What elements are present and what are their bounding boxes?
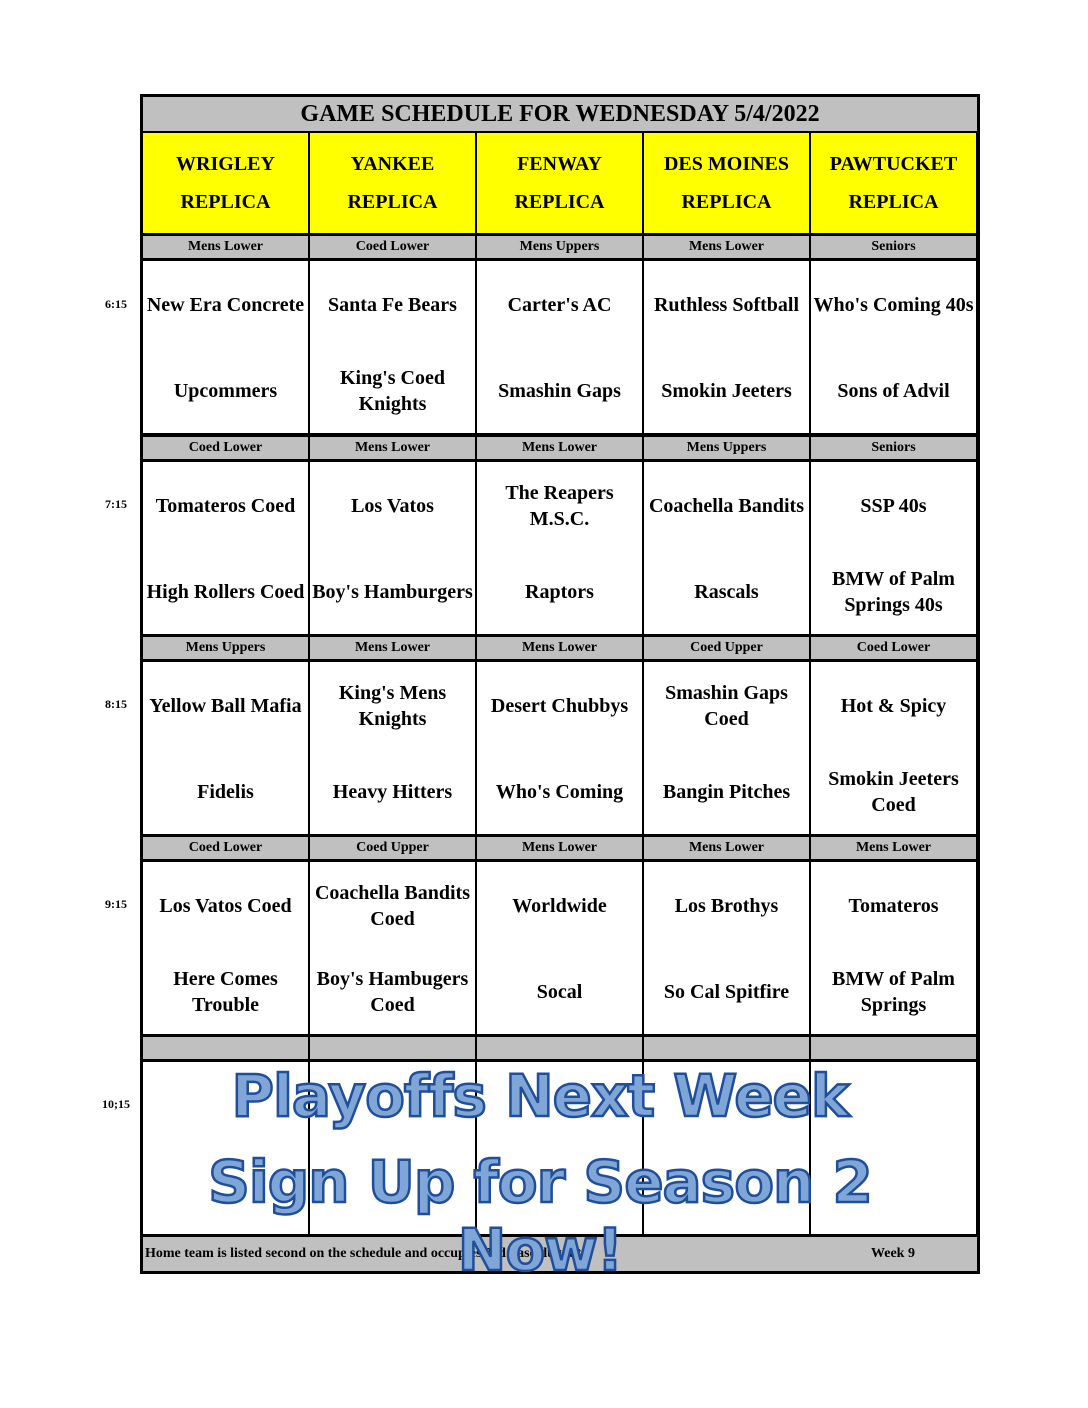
game-cell [644,462,809,634]
division-label: Mens Lower [477,437,642,459]
footer-note: Home team is listed second on the schedule and occupies 3rd base dugout [145,1246,582,1261]
field-name: YANKEE [350,153,435,175]
home-team: BMW of Palm Springs [832,968,955,1016]
division-label: Mens Lower [644,837,809,859]
field-subtitle: REPLICA [848,191,939,213]
division-label: Mens Lower [477,837,642,859]
division-label: Seniors [811,437,976,459]
game-cell [143,462,308,634]
home-team: Smashin Gaps [498,380,621,402]
field-name: DES MOINES [663,153,790,175]
away-team: Los Vatos [351,495,434,517]
away-team: The Reapers M.S.C. [505,482,614,530]
schedule-title: GAME SCHEDULE FOR WEDNESDAY 5/4/2022 [143,97,977,131]
division-label-empty [477,1037,642,1059]
home-team: Boy's Hamburgers [312,581,473,603]
field-header [811,133,976,233]
game-cell [811,862,976,1034]
field-name: FENWAY [517,153,602,175]
home-team: High Rollers Coed [146,581,305,603]
home-team: BMW of Palm Springs 40s [832,568,955,616]
away-team: Smashin Gaps Coed [665,682,788,730]
home-team: Smokin Jeeters Coed [828,768,959,816]
away-team: Worldwide [512,895,607,917]
division-label-empty [811,1037,976,1059]
home-team: Here Comes Trouble [173,968,278,1016]
division-label: Coed Upper [310,837,475,859]
time-label: 10;15 [102,1097,130,1111]
home-team: Bangin Pitches [662,781,791,803]
game-cell [310,662,475,834]
field-subtitle: REPLICA [681,191,772,213]
field-header [644,133,809,233]
field-header [310,133,475,233]
banner-playoffs: Playoffs Next Week [231,1062,849,1130]
division-label: Coed Upper [644,637,809,659]
division-label: Coed Lower [811,637,976,659]
division-label: Coed Lower [143,837,308,859]
home-team: King's Coed Knights [339,367,446,415]
division-label: Mens Uppers [477,236,642,258]
division-label-empty [310,1037,475,1059]
away-team: Desert Chubbys [490,695,629,717]
home-team: Sons of Advil [837,380,950,402]
game-cell [477,462,642,634]
division-label-empty [143,1037,308,1059]
field-header [477,133,642,233]
game-cell [811,261,976,433]
home-team: Socal [536,981,583,1003]
field-subtitle: REPLICA [514,191,605,213]
division-label: Mens Lower [644,236,809,258]
time-label: 7:15 [105,497,127,511]
away-team: SSP 40s [860,495,927,517]
away-team: Hot & Spicy [840,695,947,717]
division-label: Coed Lower [143,437,308,459]
game-cell [811,662,976,834]
banner-signup: Sign Up for Season 2 Now! [208,1148,872,1284]
time-label: 8:15 [105,697,127,711]
home-team: Fidelis [197,781,254,803]
game-cell [644,261,809,433]
field-subtitle: REPLICA [180,191,271,213]
game-cell [310,462,475,634]
game-cell [310,261,475,433]
game-cell [644,862,809,1034]
home-team: So Cal Spitfire [663,981,790,1003]
away-team: Santa Fe Bears [328,294,457,316]
game-cell [310,862,475,1034]
division-label: Mens Lower [143,236,308,258]
division-label: Mens Uppers [644,437,809,459]
game-cell [644,662,809,834]
away-team: Coachella Bandits Coed [314,882,471,930]
field-subtitle: REPLICA [347,191,438,213]
game-cell [143,662,308,834]
home-team: Upcommers [173,380,278,402]
away-team: Ruthless Softball [653,294,800,316]
away-team: Yellow Ball Mafia [149,695,302,717]
away-team: Carter's AC [507,294,612,316]
field-header [143,133,308,233]
home-team: Who's Coming [495,781,624,803]
division-label: Coed Lower [310,236,475,258]
away-team: Tomateros Coed [155,495,296,517]
division-label: Mens Lower [811,837,976,859]
field-name: WRIGLEY [176,153,275,175]
game-cell [811,462,976,634]
time-label: 9:15 [105,897,127,911]
game-cell [477,862,642,1034]
division-label: Seniors [811,236,976,258]
week-label: Week 9 [871,1246,915,1261]
game-cell [143,862,308,1034]
game-cell [477,261,642,433]
home-team: Heavy Hitters [332,781,453,803]
home-team: Boy's Hambugers Coed [316,968,469,1016]
division-label: Mens Lower [310,437,475,459]
game-cell [477,662,642,834]
home-team: Smokin Jeeters [661,380,792,402]
home-team: Rascals [694,581,759,603]
away-team: Who's Coming 40s [813,294,974,316]
away-team: King's Mens Knights [338,682,447,730]
division-label: Mens Lower [310,637,475,659]
division-label: Mens Uppers [143,637,308,659]
away-team: Los Vatos Coed [159,895,292,917]
away-team: Los Brothys [674,895,779,917]
away-team: Coachella Bandits [648,495,805,517]
field-name: PAWTUCKET [829,153,958,175]
game-cell [143,261,308,433]
away-team: Tomateros [848,895,939,917]
division-label: Mens Lower [477,637,642,659]
time-label: 6:15 [105,297,127,311]
away-team: New Era Concrete [146,294,305,316]
home-team: Raptors [525,581,594,603]
division-label-empty [644,1037,809,1059]
